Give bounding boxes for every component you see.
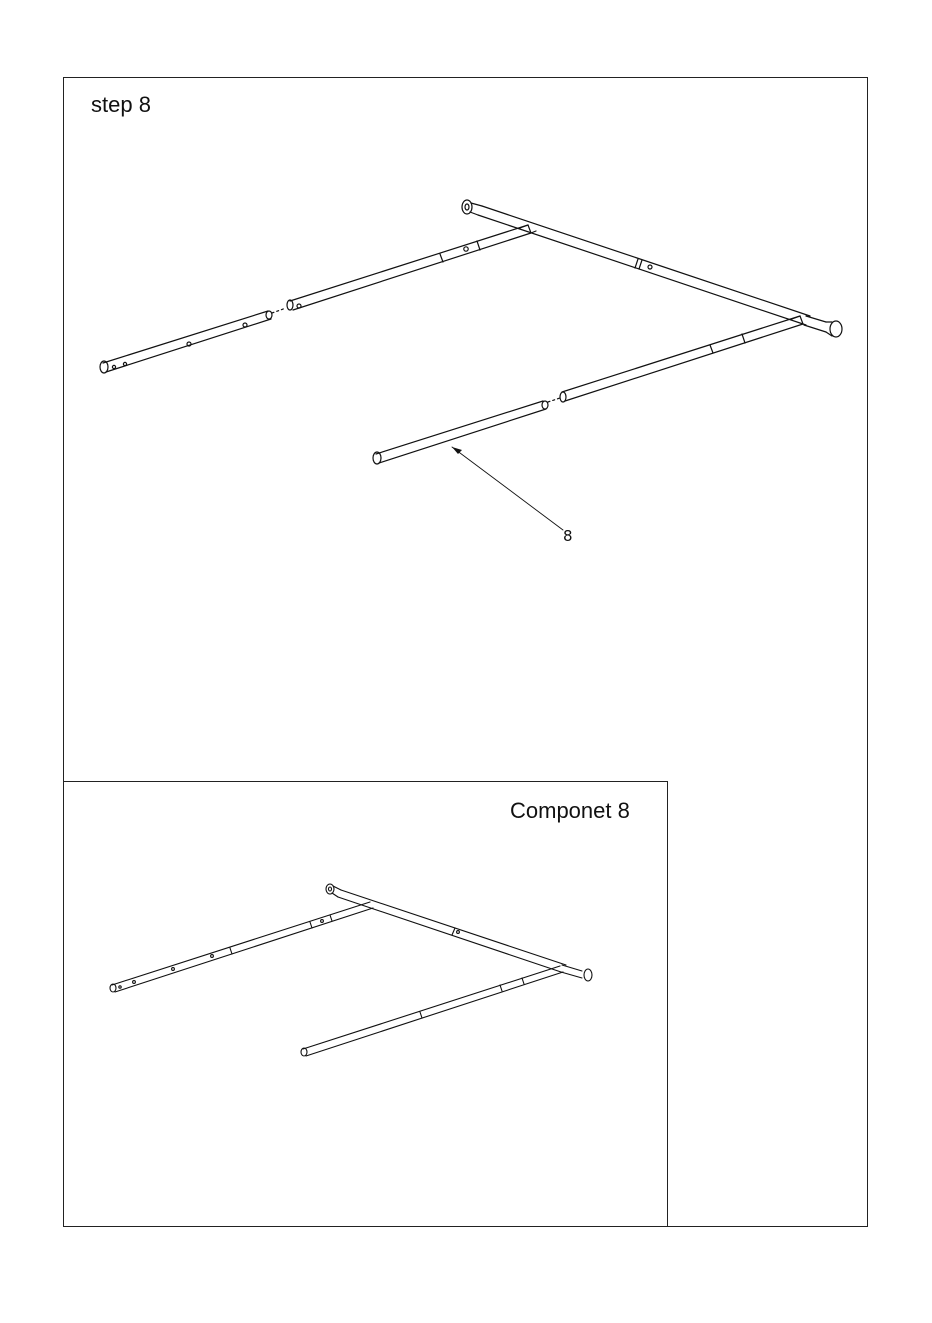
left-end-cap xyxy=(462,200,482,215)
left-rail-upper-segment xyxy=(287,225,531,310)
right-rail-upper-segment xyxy=(560,316,803,402)
left-rail-lower-segment xyxy=(100,308,286,373)
part-8-tube xyxy=(373,398,560,464)
crossbar-junction xyxy=(520,225,800,319)
callout-number: 8 xyxy=(563,527,573,545)
assembled-frame-drawing xyxy=(110,884,592,1056)
callout-leader xyxy=(452,447,563,530)
right-end-cap xyxy=(804,316,842,337)
top-crossbar-tube xyxy=(478,206,810,325)
step-title: step 8 xyxy=(91,92,151,117)
component-inset-title: Componet 8 xyxy=(510,798,630,823)
